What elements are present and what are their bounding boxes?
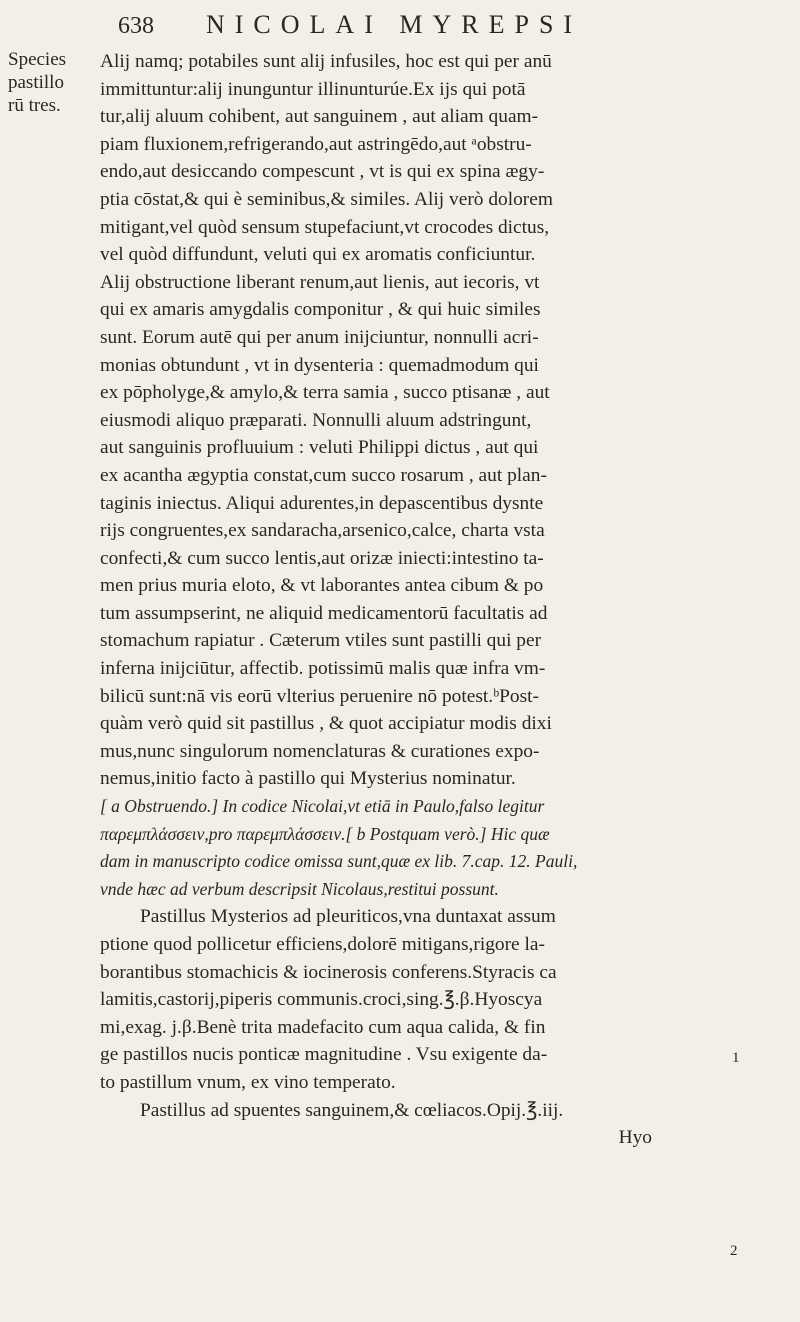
margin-note-line: Species xyxy=(8,49,67,70)
text-line: sunt. Eorum autē qui per anum inijciuntur, nonnulli acri- xyxy=(100,326,539,348)
text-line: Alij namq; potabiles sunt alij infusiles, hoc est qui per anū xyxy=(100,51,552,72)
text-line: ex pōpholyge,& amylo,& terra samia , succo ptisanæ , aut xyxy=(100,382,550,404)
paragraph-1 xyxy=(100,48,692,793)
main-text xyxy=(100,48,692,1152)
note-line: vnde hæc ad verbum descripsit Nicolaus,restitui possunt. xyxy=(100,878,499,899)
text-line: monias obtundunt , vt in dysenteria : quemadmodum qui xyxy=(100,354,539,376)
text-line: eiusmodi aliquo præparati. Nonnulli aluum adstringunt, xyxy=(100,409,532,431)
text-line: quàm verò quid sit pastillus , & quot accipiatur modis dixi xyxy=(100,713,552,735)
text-line: aut sanguinis profluuium : veluti Philippi dictus , aut qui xyxy=(100,437,539,459)
text-line: men prius muria eloto, & vt laborantes antea cibum & po xyxy=(100,575,544,597)
text-line: inferna inijciūtur, affectib. potissimū malis quæ infra vm- xyxy=(100,658,546,680)
text-line: Pastillus Mysterios ad pleuriticos,vna duntaxat assum xyxy=(140,906,556,928)
text-line: nemus,initio facto à pastillo qui Mysterius nominatur. xyxy=(100,768,516,790)
text-line: confecti,& cum succo lentis,aut orizæ iniecti:intestino ta- xyxy=(100,547,544,569)
text-line: vel quòd diffundunt, veluti qui ex aromatis conficiuntur. xyxy=(100,244,536,266)
text-line: taginis iniectus. Aliqui adurentes,in depascentibus dysnte xyxy=(100,492,544,514)
text-line: to pastillum vnum, ex vino temperato. xyxy=(100,1071,396,1093)
text-line: immittuntur:alij inunguntur illinunturúe.Ex ijs qui potā xyxy=(100,78,526,100)
text-line: ge pastillos nucis ponticæ magnitudine . Vsu exigente da- xyxy=(100,1044,548,1066)
text-line: ptia cōstat,& qui è seminibus,& similes. Alij verò dolorem xyxy=(100,188,553,210)
text-line: qui ex amaris amygdalis componitur , & qui huic similes xyxy=(100,299,541,321)
text-line: tum assumpserint, ne aliquid medicamentorū facultatis ad xyxy=(100,602,548,624)
note-line: [ a Obstruendo.] In codice Nicolai,vt etiā in Paulo,falso legitur xyxy=(100,796,545,817)
side-marker: 2 xyxy=(730,1243,738,1259)
text-line: ex acantha ægyptia constat,cum succo rosarum , aut plan- xyxy=(100,464,547,486)
margin-note-line: pastillo xyxy=(8,72,64,93)
text-line: mitigant,vel quòd sensum stupefaciunt,vt crocodes dictus, xyxy=(100,216,550,238)
page-number: 638 xyxy=(118,13,154,39)
text-line: rijs congruentes,ex sandaracha,arsenico,calce, charta vsta xyxy=(100,520,545,542)
running-title: NICOLAI MYREPSI xyxy=(206,10,583,39)
text-line: endo,aut desiccando compescunt , vt is qui ex spina ægy- xyxy=(100,161,545,183)
note-line: dam in manuscripto codice omissa sunt,quæ ex lib. 7.cap. 12. Pauli, xyxy=(100,851,578,872)
text-line: borantibus stomachicis & iocinerosis conferens.Styracis ca xyxy=(100,961,557,983)
margin-note xyxy=(8,48,100,117)
text-line: lamitis,castorij,piperis communis.croci,sing.℥.β.Hyoscya xyxy=(100,989,543,1011)
text-line: Alij obstructione liberant renum,aut lienis, aut iecoris, vt xyxy=(100,271,540,293)
margin-note-line: rū tres. xyxy=(8,95,61,116)
text-line: mi,exag. j.β.Benè trita madefacito cum aqua calida, & fin xyxy=(100,1016,546,1038)
text-line: piam fluxionem,refrigerando,aut astringēdo,aut ᵃobstru- xyxy=(100,133,532,155)
text-line: ptione quod pollicetur efficiens,dolorē mitigans,rigore la- xyxy=(100,934,545,955)
paragraph-2 xyxy=(100,903,692,1151)
editorial-notes xyxy=(100,793,692,903)
running-header xyxy=(118,10,758,46)
text-line: stomachum rapiatur . Cæterum vtiles sunt pastilli qui per xyxy=(100,630,542,652)
text-line: Pastillus ad spuentes sanguinem,& cœliacos.Opij.℥.iij. xyxy=(140,1099,564,1121)
side-marker: 1 xyxy=(732,1050,740,1066)
catchword: Hyo xyxy=(618,1127,652,1149)
text-line: mus,nunc singulorum nomenclaturas & curationes expo- xyxy=(100,740,540,762)
note-line: παρεμπλάσσειν,pro παρεμπλάσσειν.[ b Postquam verò.] Hic quæ xyxy=(100,823,550,844)
text-line: bilicū sunt:nā vis eorū vlterius peruenire nō potest.ᵇPost- xyxy=(100,685,539,707)
text-line: tur,alij aluum cohibent, aut sanguinem , aut aliam quam- xyxy=(100,106,539,128)
